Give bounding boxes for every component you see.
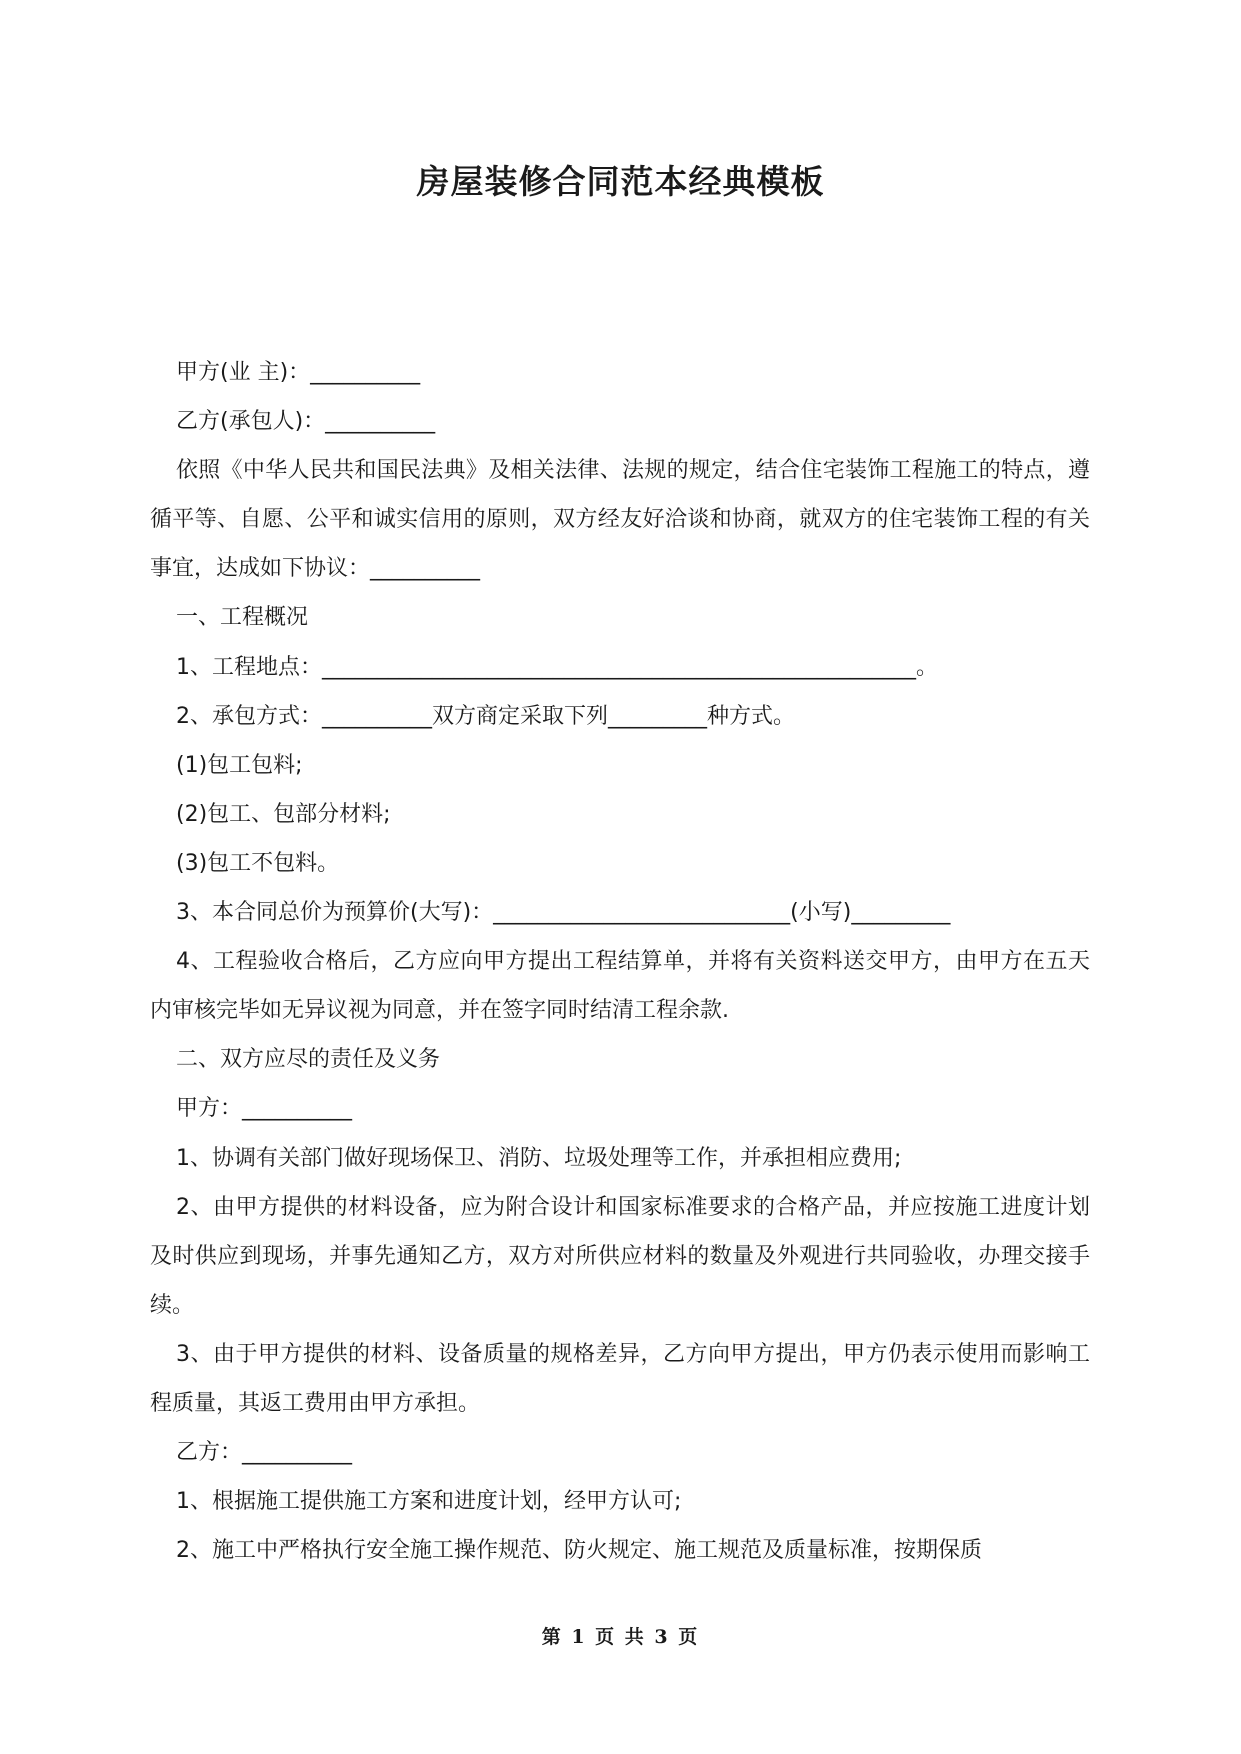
document-body: [150, 348, 1090, 1575]
party-b-line: 乙方(承包人)：__________: [176, 409, 436, 435]
party-a-subheading: 甲方：__________: [176, 1096, 353, 1122]
page-number-footer: 第 1 页 共 3 页: [541, 1626, 700, 1648]
option-item-1: (1)包工包料;: [176, 752, 303, 778]
party-b-duty-1: 1、根据施工提供施工方案和进度计划，经甲方认可;: [176, 1489, 682, 1515]
party-b-duty-2: 2、施工中严格执行安全施工操作规范、防火规定、施工规范及质量标准，按期保质: [176, 1538, 982, 1564]
clause-contract-method: 2、承包方式：__________双方商定采取下列_________种方式。: [176, 703, 795, 729]
preamble-paragraph: 依照《中华人民共和国民法典》及相关法律、法规的规定，结合住宅装饰工程施工的特点，遵循平等、自愿、公平和诚实信用的原则，双方经友好洽谈和协商，就双方的住宅装饰工程的有关事宜，达成如下协议：__________: [150, 458, 1090, 582]
party-a-duty-3: 3、由于甲方提供的材料、设备质量的规格差异，乙方向甲方提出，甲方仍表示使用而影响工程质量，其返工费用由甲方承担。: [150, 1341, 1090, 1416]
option-item-2: (2)包工、包部分材料;: [176, 801, 391, 827]
clause-total-price: 3、本合同总价为预算价(大写)：___________________________(小写)_________: [176, 900, 951, 926]
clause-acceptance-settlement: 4、工程验收合格后，乙方应向甲方提出工程结算单，并将有关资料送交甲方，由甲方在五天内审核完毕如无异议视为同意，并在签字同时结清工程余款.: [150, 949, 1090, 1024]
party-a-duty-1: 1、协调有关部门做好现场保卫、消防、垃圾处理等工作，并承担相应费用;: [176, 1145, 902, 1171]
document-title: 房屋装修合同范本经典模板: [416, 162, 825, 201]
section-heading-project-overview: 一、工程概况: [176, 605, 309, 631]
party-a-duty-2: 2、由甲方提供的材料设备，应为附合设计和国家标准要求的合格产品，并应按施工进度计划及时供应到现场，并事先通知乙方，双方对所供应材料的数量及外观进行共同验收，办理交接手续。: [150, 1194, 1090, 1318]
section-heading-responsibilities: 二、双方应尽的责任及义务: [176, 1047, 441, 1073]
option-item-3: (3)包工不包料。: [176, 850, 340, 876]
clause-project-location: 1、工程地点：______________________________________________________。: [176, 654, 938, 680]
party-a-line: 甲方(业 主)：__________: [176, 360, 421, 385]
party-b-subheading: 乙方：__________: [176, 1440, 353, 1466]
